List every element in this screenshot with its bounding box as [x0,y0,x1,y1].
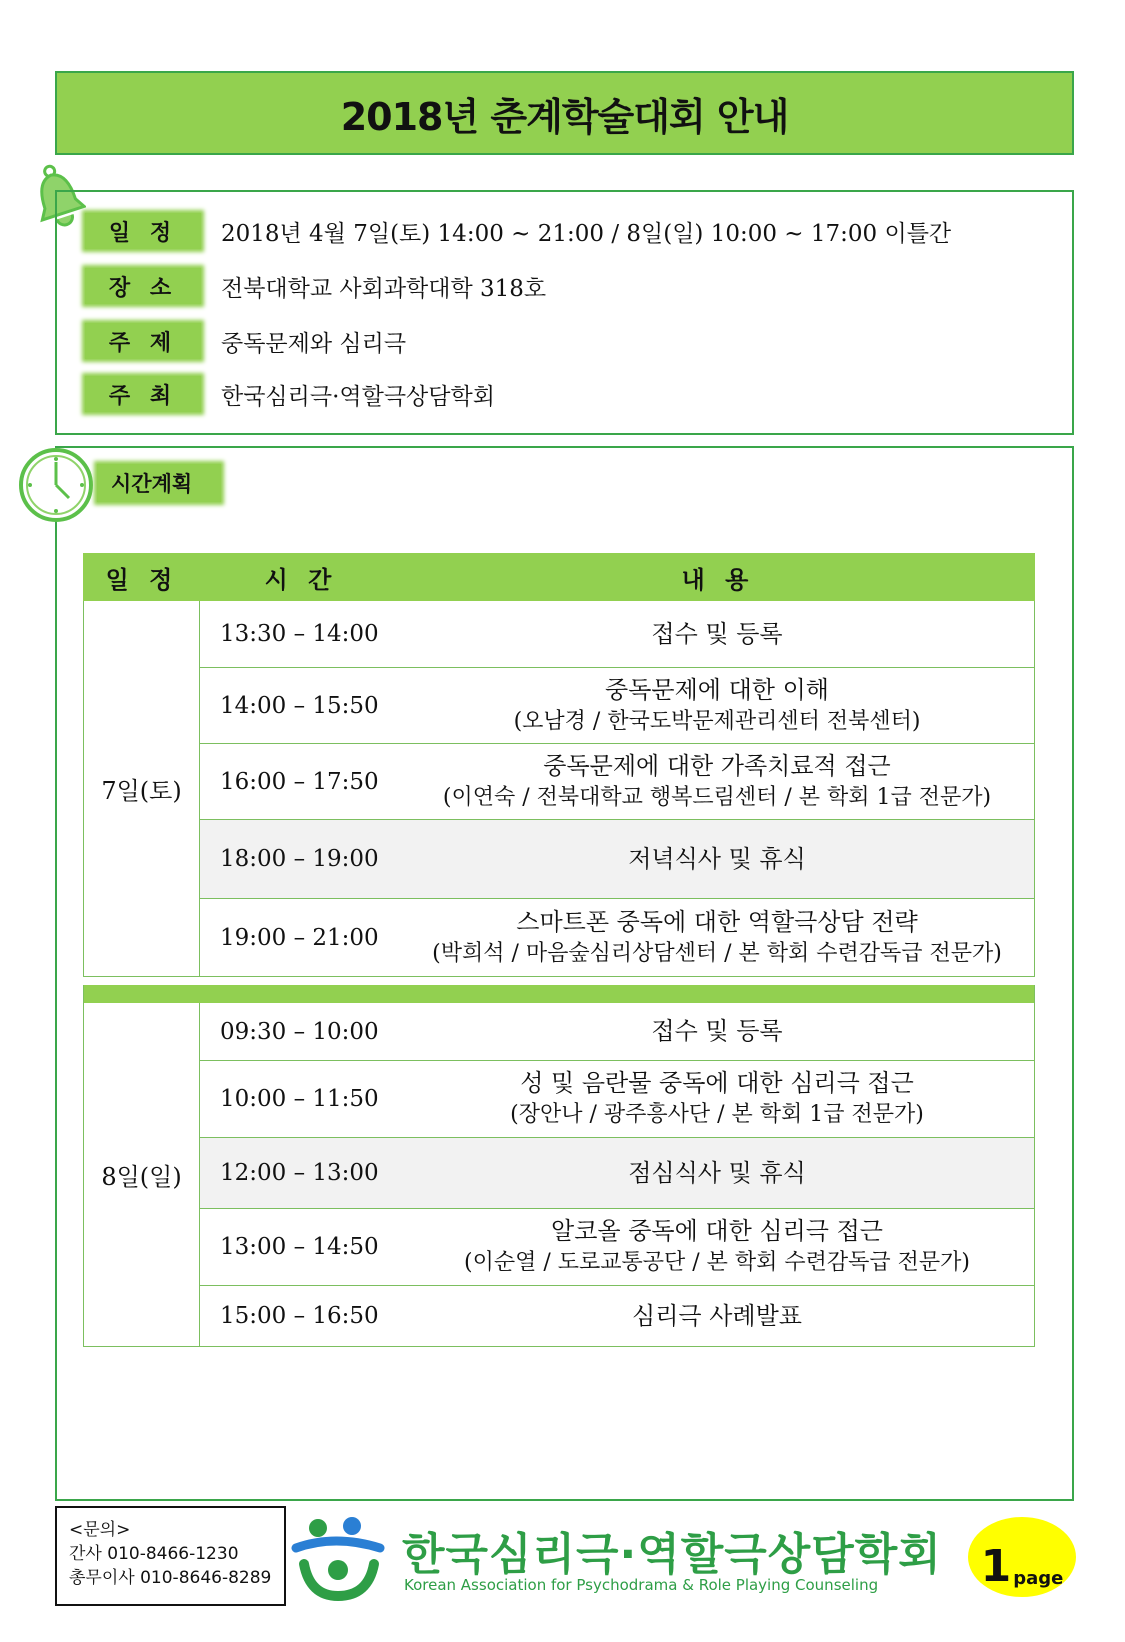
row-title: 심리극 사례발표 [632,1301,802,1330]
table-row [200,1209,1034,1286]
schedule-label: 시간계획 [97,464,221,502]
contact-line-director [69,1566,272,1590]
row-title: 중독문제에 대한 이해 [605,675,829,704]
row-title: 중독문제에 대한 가족치료적 접근 [543,751,891,780]
day-group-2 [83,1003,1035,1347]
info-label-theme: 주 제 [85,323,201,359]
page-title: 2018년 춘계학술대회 안내 [340,94,789,139]
row-speaker: (이연숙 / 전북대학교 행복드림센터 / 본 학회 1급 전문가) [442,784,992,810]
info-row-place [85,266,546,306]
row-speaker: (오남경 / 한국도박문제관리센터 전북센터) [513,708,921,734]
logo-name-english: Korean Association for Psychodrama & Role Playing Counseling [404,1576,879,1594]
row-content [400,675,1034,737]
row-content [400,1016,1034,1047]
info-row-host [85,374,495,414]
header-content: 내 용 [681,565,755,594]
table-row [200,899,1034,976]
logo-name-korean: 한국심리극·역할극상담학회 [402,1529,942,1580]
contact-label: 간사 [69,1544,102,1564]
row-time: 16:00 – 17:50 [220,768,379,795]
row-content [400,751,1034,813]
info-row-theme [85,321,406,361]
row-time: 15:00 – 16:50 [220,1303,379,1329]
row-content [400,1158,1034,1189]
day-divider [83,985,1035,1003]
info-label-date: 일 정 [85,213,201,249]
contact-box [55,1506,286,1606]
row-content [400,1301,1034,1332]
contact-label: 총무이사 [69,1568,135,1588]
row-speaker: (장안나 / 광주흥사단 / 본 학회 1급 전문가) [510,1102,924,1127]
table-row [200,668,1034,744]
row-title: 스마트폰 중독에 대한 역할극상담 전략 [516,907,918,936]
table-row [200,601,1034,668]
contact-phone: 010-8466-1230 [107,1544,239,1564]
info-value-theme: 중독문제와 심리극 [221,330,407,357]
day-cell: 7일(토) [84,601,200,976]
day-group-1 [83,601,1035,977]
schedule-table [83,553,1035,1347]
row-content [400,907,1034,969]
row-time: 09:30 – 10:00 [220,1018,379,1045]
page-number: 1 [980,1541,1012,1592]
row-title: 알코올 중독에 대한 심리극 접근 [551,1217,883,1245]
row-time: 19:00 – 21:00 [220,924,379,951]
header-day: 일 정 [105,565,179,594]
table-header [83,553,1035,601]
info-label-host: 주 최 [85,376,201,412]
row-speaker: (박희석 / 마음숲심리상담센터 / 본 학회 수련감독급 전문가) [432,940,1002,966]
row-speaker: (이순열 / 도로교통공단 / 본 학회 수련감독급 전문가) [464,1250,970,1275]
contact-line-secretary [69,1542,272,1566]
page-badge [968,1517,1076,1597]
table-row [200,1061,1034,1138]
info-value-date: 2018년 4월 7일(토) 14:00 ~ 21:00 / 8일(일) 10:00 ~ 17:00 이틀간 [221,220,952,247]
contact-heading: <문의> [69,1520,131,1540]
table-row [200,744,1034,820]
row-time: 13:00 – 14:50 [220,1234,379,1260]
logo-mark-icon [290,1514,390,1604]
row-content [400,1216,1034,1278]
row-title: 접수 및 등록 [651,1017,783,1045]
row-title: 접수 및 등록 [651,619,783,648]
clock-icon [17,446,95,524]
row-time: 12:00 – 13:00 [220,1160,379,1186]
contact-phone: 010-8646-8289 [140,1568,272,1588]
day-cell: 8일(일) [84,1003,200,1346]
row-content [400,1068,1034,1130]
header-time: 시 간 [264,565,338,594]
row-time: 13:30 – 14:00 [220,621,379,647]
table-row [200,820,1034,899]
page-label: page [1013,1568,1064,1589]
info-row-date [85,211,951,251]
table-row [200,1286,1034,1346]
row-title: 점심식사 및 휴식 [628,1158,806,1187]
table-row [200,1138,1034,1209]
row-time: 18:00 – 19:00 [220,846,379,872]
association-logo [290,1510,942,1610]
info-label-place: 장 소 [85,268,201,304]
info-value-place: 전북대학교 사회과학대학 318호 [221,275,547,302]
table-row [200,1003,1034,1061]
info-box [55,190,1074,435]
info-value-host: 한국심리극·역할극상담학회 [221,383,495,410]
row-time: 10:00 – 11:50 [220,1086,379,1112]
row-title: 성 및 음란물 중독에 대한 심리극 접근 [520,1069,914,1097]
row-content [400,619,1034,650]
row-title: 저녁식사 및 휴식 [628,844,806,873]
row-content [400,844,1034,875]
row-time: 14:00 – 15:50 [220,692,379,719]
title-bar [55,71,1074,155]
